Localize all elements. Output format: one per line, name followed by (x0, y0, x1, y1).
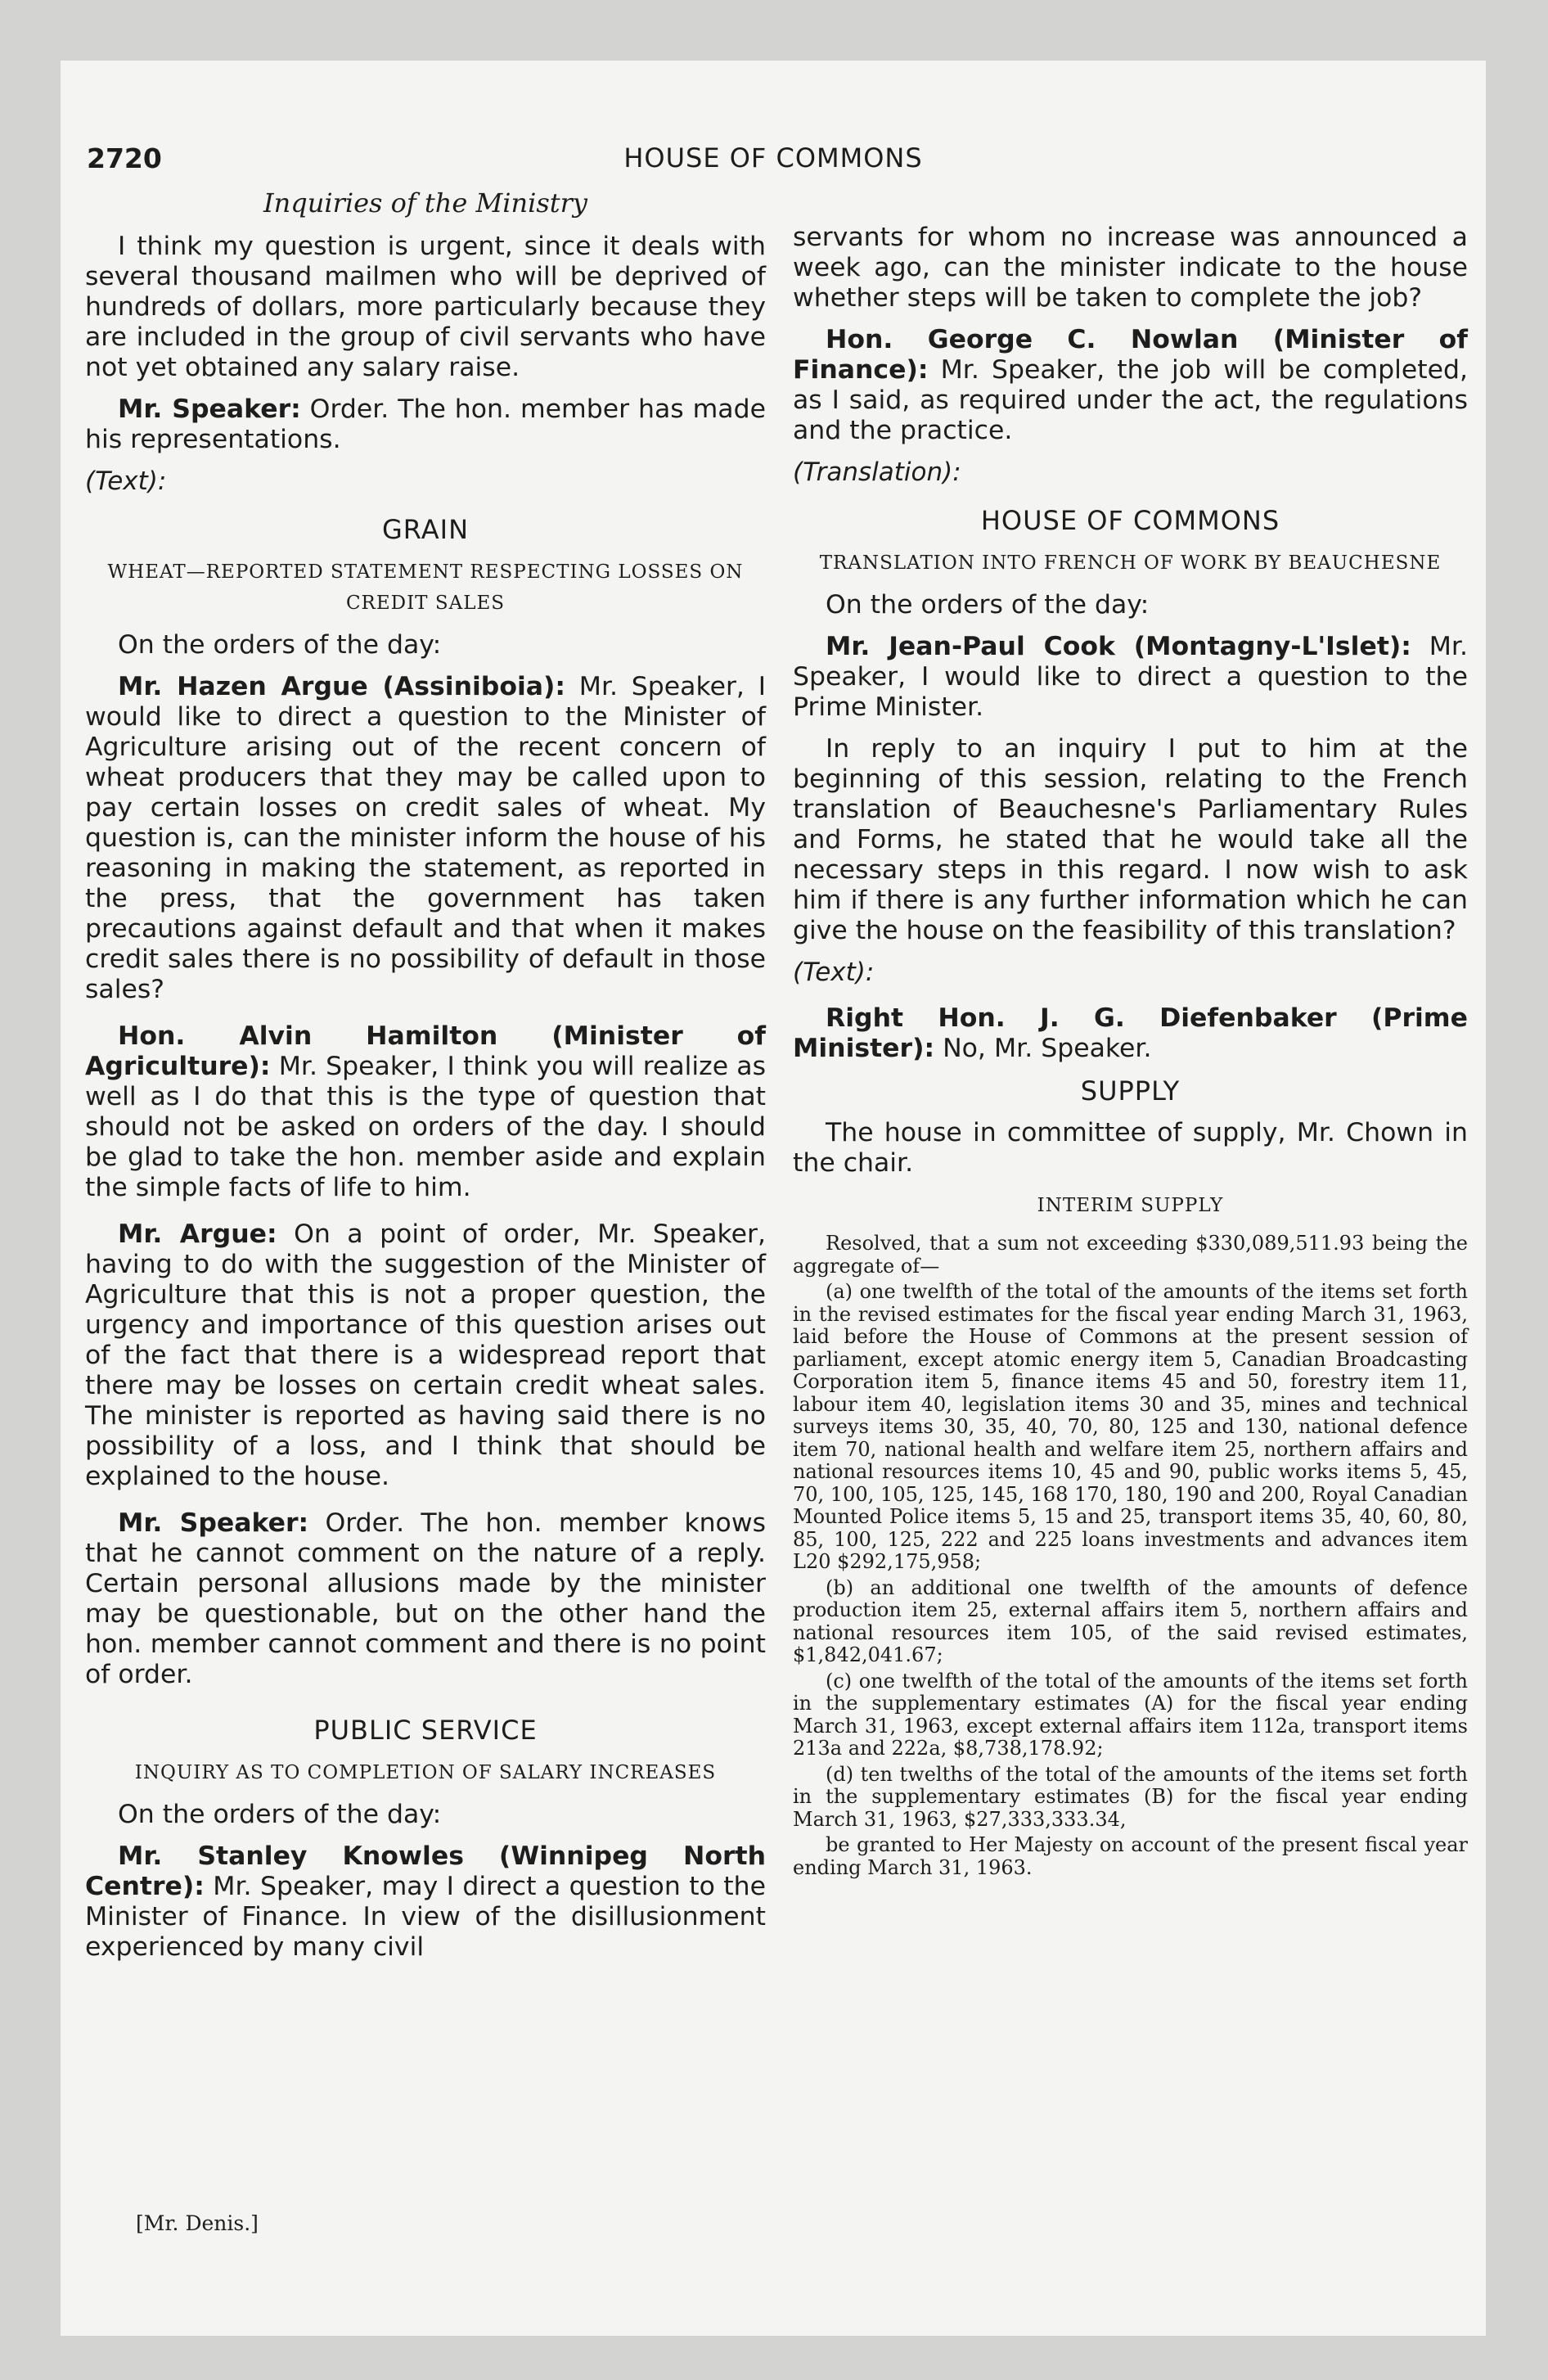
paragraph (85, 1508, 766, 1690)
paragraph (793, 1003, 1468, 1064)
speaker-name: Hon. George C. Nowlan (Minister of Finance): (793, 325, 1468, 385)
speaker-name: Mr. Speaker: (118, 1508, 309, 1538)
speech: Order. The hon. member has made his representations. (85, 394, 766, 454)
paragraph (793, 632, 1468, 723)
sub-heading: TRANSLATION INTO FRENCH OF WORK BY BEAUCHESNE (819, 552, 1442, 574)
resolution-item: (d) ten twelths of the total of the amounts of the items set forth in the supplementary estimates (B) for the fiscal year ending March 31, 1963, $27,333,333.34, (793, 1762, 1468, 1831)
section-heading: PUBLIC SERVICE (313, 1715, 538, 1746)
paragraph (85, 1219, 766, 1492)
section-heading: SUPPLY (1080, 1075, 1181, 1107)
speaker-name: Mr. Jean-Paul Cook (Montagny-L'Islet): (826, 632, 1411, 661)
speaker-name: Mr. Speaker: (118, 394, 301, 424)
speech: Mr. Speaker, may I direct a question to the Minister of Finance. In view of the disillusionment experienced by many civil (85, 1872, 766, 1962)
paragraph (793, 325, 1468, 446)
speaker-name: Hon. Alvin Hamilton (Minister of Agriculture): (85, 1021, 766, 1081)
speech: Order. The hon. member knows that he cannot comment on the nature of a reply. Certain personal allusions made by the minister may be questionable, but on the other hand the hon. member cannot comment and there is no point of order. (85, 1508, 766, 1689)
resolution-item: (b) an additional one twelfth of the amounts of defence production item 25, external affairs item 5, northern affairs and national resources item 105, of the said revised estimates, $1,842,041.67; (793, 1575, 1468, 1666)
running-head: Inquiries of the Ministry (263, 187, 587, 219)
speech: Mr. Speaker, I would like to direct a question to the Prime Minister. (793, 632, 1469, 722)
sub-heading: INQUIRY AS TO COMPLETION OF SALARY INCREASES (134, 1762, 717, 1783)
page-title: HOUSE OF COMMONS (623, 142, 923, 174)
orders-of-day: On the orders of the day: (826, 590, 1150, 620)
paragraph (85, 1841, 766, 1963)
language-note: (Text): (85, 467, 167, 496)
sub-heading: WHEAT—REPORTED STATEMENT RESPECTING LOSSES ON CREDIT SALES (107, 561, 744, 614)
speech: No, Mr. Speaker. (934, 1034, 1152, 1063)
resolution-text: be granted to Her Majesty on account of the present fiscal year ending March 31, 1963. (793, 1833, 1468, 1879)
left-column (85, 187, 766, 1974)
page-header (61, 142, 1486, 183)
speaker-name: Mr. Argue: (118, 1219, 277, 1249)
resolution-item: (a) one twelfth of the total of the amounts of the items set forth in the revised estimates for the fiscal year ending March 31, 1963, laid before the House of Commons at the present session of parliament, except atomic energy item 5, Canadian Broadcasting Corporation item 5, finance items 45 and 50, forestry item 11, labour item 40, legislation items 30 and 35, mines and technical surveys items 30, 35, 40, 70, 80, 125 and 130, national defence item 70, national health and welfare item 25, northern affairs and national resources items 10, 45 and 90, public works items 5, 45, 70, 100, 105, 125, 145, 168 170, 180, 190 and 200, Royal Canadian Mounted Police items 5, 15 and 25, transport items 35, 40, 60, 80, 85, 100, 125, 222 and 225 loans investments and advances item L20 $292,175,958; (793, 1280, 1468, 1573)
paragraph (85, 672, 766, 1005)
speech: Mr. Speaker, I would like to direct a question to the Minister of Agriculture arising out of the recent concern of wheat producers that they may be called upon to pay certain losses on credit sales of wheat. My question is, can the minister inform the house of his reasoning in making the statement, as reported in the press, that the government has taken precautions against default and that when it makes credit sales there is no possibility of default in those sales? (85, 672, 766, 1004)
page-number: 2720 (87, 142, 162, 174)
footer-note: [Mr. Denis.] (136, 2211, 259, 2235)
paragraph: I think my question is urgent, since it deals with several thousand mailmen who will be deprived of hundreds of dollars, more particularly because they are included in the group of civil servants who have not yet obtained any salary raise. (85, 232, 766, 382)
language-note: (Translation): (793, 458, 961, 487)
speaker-name: Right Hon. J. G. Diefenbaker (Prime Minister): (793, 1003, 1468, 1063)
orders-of-day: On the orders of the day: (118, 1800, 442, 1829)
section-heading: HOUSE OF COMMONS (980, 505, 1280, 536)
paragraph (85, 1021, 766, 1203)
right-column (793, 223, 1468, 1882)
paragraph (85, 394, 766, 455)
paragraph: The house in committee of supply, Mr. Chown in the chair. (793, 1118, 1468, 1178)
language-note: (Text): (793, 958, 875, 987)
speech: Mr. Speaker, the job will be completed, as I said, as required under the act, the regulations and the practice. (793, 355, 1468, 445)
paragraph: In reply to an inquiry I put to him at the beginning of this session, relating to the French translation of Beauchesne's Parliamentary Rules and Forms, he stated that he would take all the necessary steps in this regard. I now wish to ask him if there is any further information which he can give the house on the feasibility of this translation? (793, 734, 1468, 945)
paragraph: servants for whom no increase was announced a week ago, can the minister indicate to the house whether steps will be taken to complete the job? (793, 223, 1468, 313)
orders-of-day: On the orders of the day: (118, 630, 442, 660)
speaker-name: Mr. Stanley Knowles (Winnipeg North Centre): (85, 1841, 766, 1901)
speaker-name: Mr. Hazen Argue (Assiniboia): (118, 672, 566, 701)
resolution-item: (c) one twelfth of the total of the amounts of the items set forth in the supplementary estimates (A) for the fiscal year ending March 31, 1963, except external affairs item 112a, transport items 213a and 222a, $8,738,178.92; (793, 1669, 1468, 1760)
section-heading: GRAIN (382, 514, 469, 545)
sub-heading: INTERIM SUPPLY (1037, 1195, 1224, 1216)
page (61, 61, 1486, 2336)
speech: Mr. Speaker, I think you will realize as well as I do that this is the type of question that should not be asked on orders of the day. I should be glad to take the hon. member aside and explain the simple facts of life to him. (85, 1052, 766, 1202)
resolution-text: Resolved, that a sum not exceeding $330,089,511.93 being the aggregate of— (793, 1232, 1468, 1278)
speech: On a point of order, Mr. Speaker, having to do with the suggestion of the Minister of Agriculture that this is not a proper question, the urgency and importance of this question arises out of the fact that there is a widespread report that there may be losses on certain credit wheat sales. The minister is reported as having said there is no possibility of a loss, and I think that should be explained to the house. (85, 1219, 766, 1491)
